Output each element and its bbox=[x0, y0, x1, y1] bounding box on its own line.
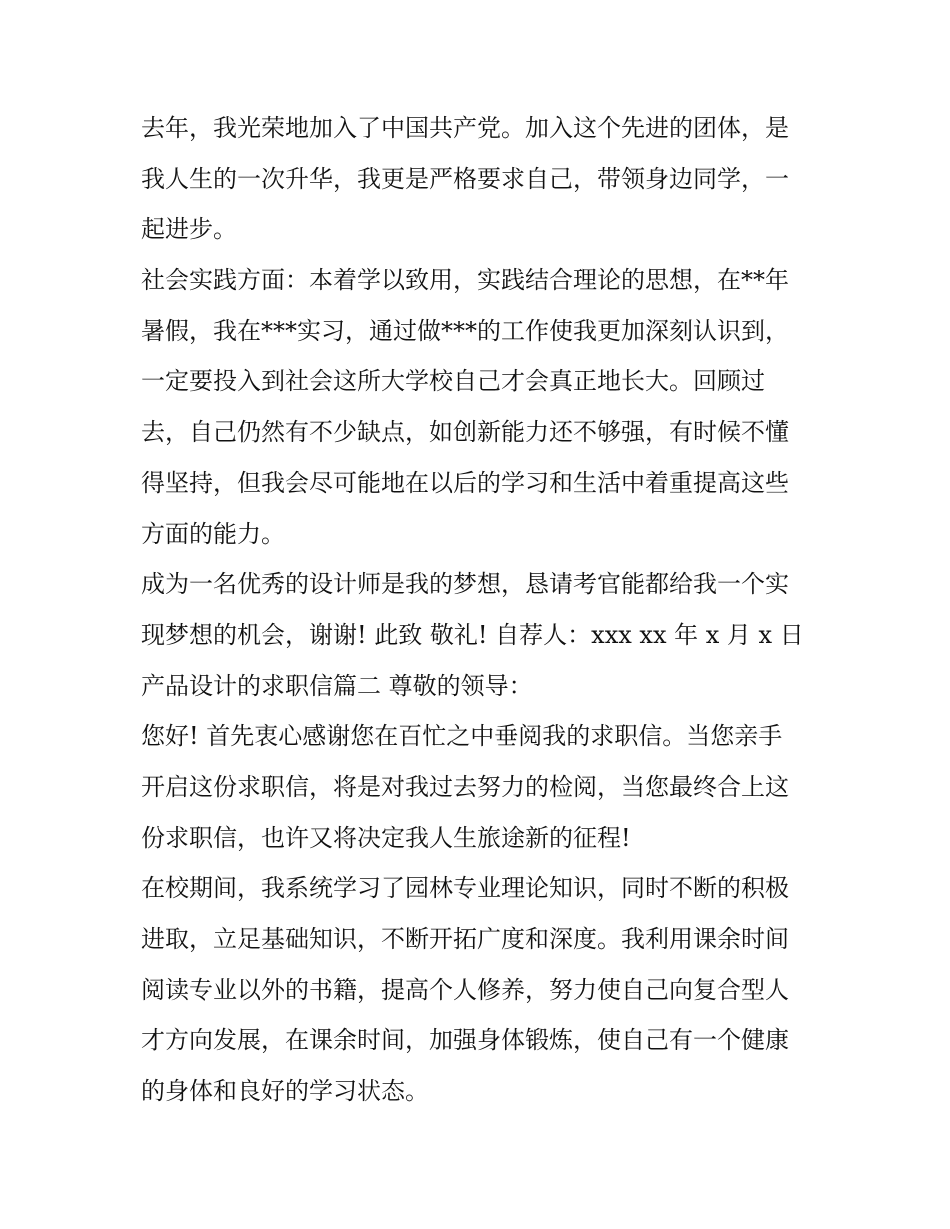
text-line: 的身体和良好的学习状态。 bbox=[141, 1077, 429, 1106]
text-line: 成为一名优秀的设计师是我的梦想，恳请考官能都给我一个实 bbox=[141, 570, 789, 599]
document-body bbox=[141, 103, 813, 1117]
text-line: 阅读专业以外的书籍，提高个人修养，努力使自己向复合型人 bbox=[141, 975, 789, 1004]
text-line: 在校期间，我系统学习了园林专业理论知识，同时不断的积极 bbox=[141, 874, 789, 903]
text-line: 份求职信，也许又将决定我人生旅途新的征程! bbox=[141, 823, 631, 852]
text-line: 起进步。 bbox=[141, 215, 237, 244]
text-line: 现梦想的机会，谢谢! 此致 敬礼! 自荐人：xxx xx 年 x 月 x 日 bbox=[141, 620, 804, 649]
text-line: 您好! 首先衷心感谢您在百忙之中垂阅我的求职信。当您亲手 bbox=[141, 722, 783, 751]
text-line: 去年，我光荣地加入了中国共产党。加入这个先进的团体，是 bbox=[141, 114, 789, 142]
text-line: 暑假，我在***实习，通过做***的工作使我更加深刻认识到， bbox=[141, 316, 789, 345]
text-line: 才方向发展，在课余时间，加强身体锻炼，使自己有一个健康 bbox=[141, 1026, 789, 1055]
text-line: 我人生的一次升华，我更是严格要求自己，带领身边同学，一 bbox=[141, 164, 789, 193]
text-line: 开启这份求职信，将是对我过去努力的检阅，当您最终合上这 bbox=[141, 772, 789, 801]
text-line: 去，自己仍然有不少缺点，如创新能力还不够强，有时候不懂 bbox=[141, 418, 789, 447]
text-line: 一定要投入到社会这所大学校自己才会真正地长大。回顾过 bbox=[141, 367, 765, 396]
text-line: 进取，立足基础知识，不断开拓广度和深度。我利用课余时间 bbox=[141, 925, 789, 953]
text-line: 得坚持，但我会尽可能地在以后的学习和生活中着重提高这些 bbox=[141, 468, 789, 497]
text-line: 社会实践方面：本着学以致用，实践结合理论的思想，在**年 bbox=[141, 266, 789, 295]
text-line: 方面的能力。 bbox=[141, 519, 285, 548]
text-line: 产品设计的求职信篇二 尊敬的领导： bbox=[141, 671, 533, 700]
